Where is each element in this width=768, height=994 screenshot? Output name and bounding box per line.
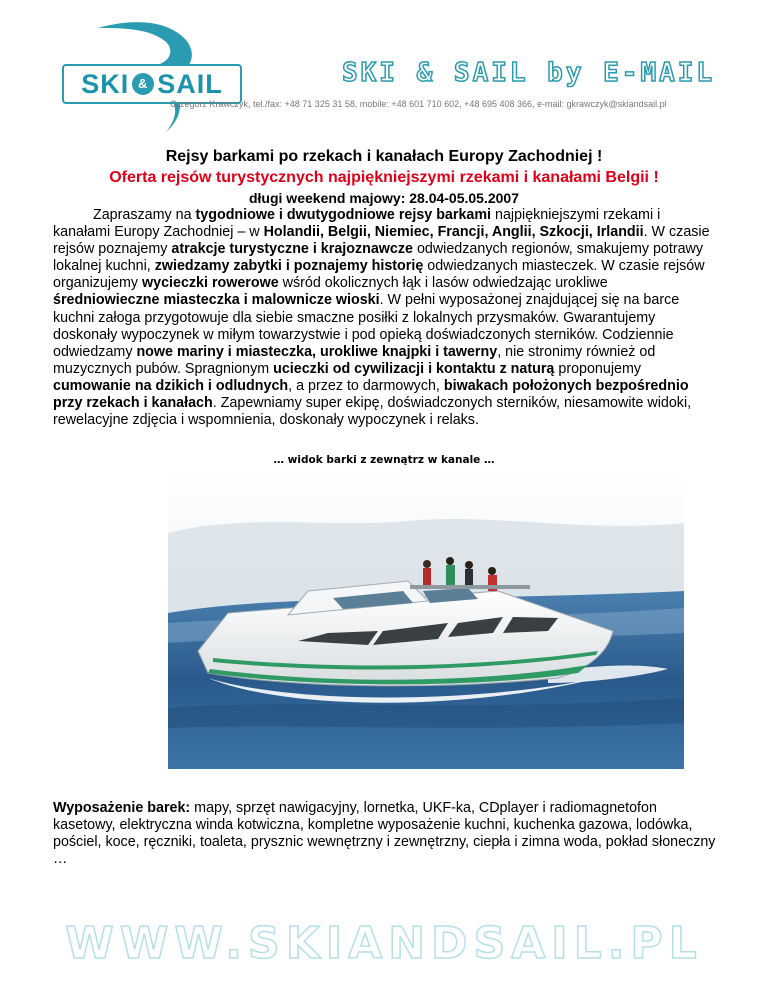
photo-caption: … widok barki z zewnątrz w kanale … xyxy=(273,454,495,466)
footer-website-url[interactable]: WWW.SKIANDSAIL.PL xyxy=(65,918,703,969)
offer-subtitle: Oferta rejsów turystycznych najpiękniejszymi rzekami i kanałami Belgii ! xyxy=(109,169,659,186)
logo-wordmark: SKI & SAIL xyxy=(81,69,223,99)
contact-line: Grzegorz Krawczyk, tel./fax: +48 71 325 31 58, mobile: +48 601 710 602, +48 695 408 366, e-mail: gkrawczyk@skiandsail.pl xyxy=(170,99,667,109)
ski-and-sail-logo xyxy=(58,20,243,135)
header-title: SKI & SAIL by E-MAIL xyxy=(342,58,716,88)
page-title: Rejsy barkami po rzekach i kanałach Europy Zachodniej ! xyxy=(165,148,603,165)
logo-box xyxy=(62,64,242,104)
intro-paragraph: Zapraszamy na tygodniowe i dwutygodniowe rejsy barkami najpiękniejszymi rzekami i kanałami Europy Zachodniej – w Holandii, Belgii, Niemiec, Francji, Anglii, Szkocji, Irlandii. W czasie rejsów poznajemy atrakcje turystyczne i krajoznawcze odwiedzanych regionów, smakujemy potrawy lokalnej kuchni, zwiedzamy zabytki i poznajemy historię odwiedzanych miasteczek. W czasie rejsów organizujemy wycieczki rowerowe wśród okolicznych łąk i lasów odwiedzając urokliwe średniowieczne miasteczka i malownicze wioski. W pełni wyposażonej znajdującej się na barce kuchni załoga przygotowuje dla siebie smaczne posiłki z lokalnych przysmaków. Gwarantujemy doskonały wypoczynek w miłym towarzystwie i pod opieką doświadczonych sterników. Codziennie odwiedzamy nowe mariny i miasteczka, urokliwe knajpki i tawerny, nie stronimy również od muzycznych pubów. Spragnionym ucieczki od cywilizacji i kontaktu z naturą proponujemy cumowanie na dzikich i odludnych, a przez to darmowych, biwakach położonych bezpośrednio przy rzekach i kanałach. Zapewniamy super ekipę, doświadczonych sterników, niesamowite widoki, rewelacyjne zdjęcia i wspomnienia, doskonały wypoczynek i relaks. xyxy=(53,207,710,429)
equipment-paragraph: Wyposażenie barek: mapy, sprzęt nawigacyjny, lornetka, UKF-ka, CDplayer i radiomagnetofon kasetowy, elektryczna winda kotwiczna, kompletne wyposażenie kuchni, kuchenka gazowa, lodówka, pościel, koce, ręczniki, toaleta, prysznic wewnętrzny i zewnętrzny, ciepła i zimna woda, pokład słoneczny … xyxy=(53,800,716,868)
page-header xyxy=(0,0,768,140)
barge-photo xyxy=(168,473,684,769)
weekend-dates: długi weekend majowy: 28.04-05.05.2007 xyxy=(248,190,520,206)
